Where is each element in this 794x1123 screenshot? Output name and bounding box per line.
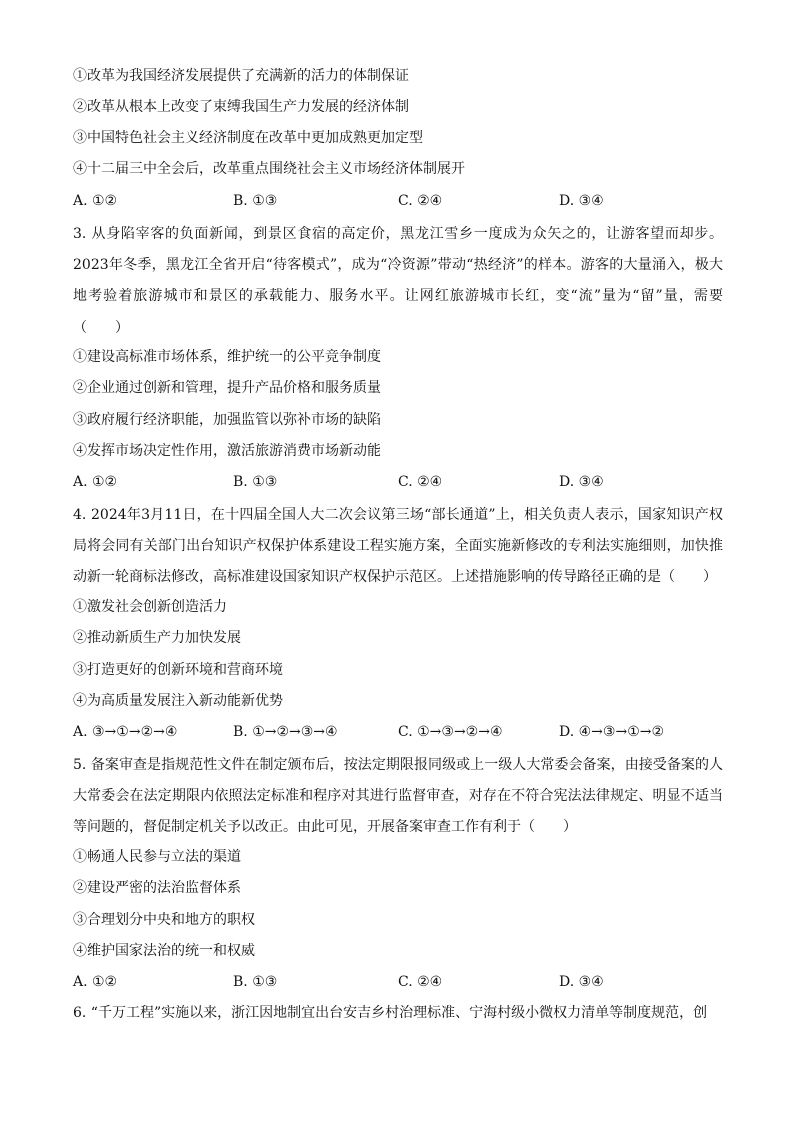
q2-statement-2: ②改革从根本上改变了束缚我国生产力发展的经济体制 [73, 99, 409, 115]
q5-option-b: B. ①③ [233, 974, 278, 990]
q3-statement-3: ③政府履行经济职能，加强监管以弥补市场的缺陷 [73, 412, 381, 428]
q5-statement-2: ②建设严密的法治监督体系 [73, 880, 241, 896]
q4-option-b: B. ①→②→③→④ [233, 724, 338, 740]
q3-statement-1: ①建设高标准市场体系，维护统一的公平竞争制度 [73, 349, 381, 365]
q2-option-c: C. ②④ [398, 193, 443, 209]
q4-statement-2: ②推动新质生产力加快发展 [73, 630, 241, 646]
q4-options [73, 722, 723, 742]
q3-option-c: C. ②④ [398, 474, 443, 490]
q5-option-c: C. ②④ [398, 974, 443, 990]
q6-stem: 6. “千万工程”实施以来，浙江因地制宜出台安吉乡村治理标准、宁海村级小微权力清单等制度规范，创 [73, 1005, 708, 1021]
q2-statement-3: ③中国特色社会主义经济制度在改革中更加成熟更加定型 [73, 130, 423, 146]
q3-stem: 3. 从身陷宰客的负面新闻，到景区食宿的高定价，黑龙江雪乡一度成为众矢之的，让游客望而却步。2023年冬季，黑龙江全省开启“待客模式”，成为“冷资源”带动“热经济”的样本。游客的大量涌入，极大地考验着旅游城市和景区的承载能力、服务水平。让网红旅游城市长红，变“流”量为“留”量，需要（ ） [73, 226, 723, 336]
q4-statement-1: ①激发社会创新创造活力 [73, 599, 227, 615]
q3-option-a: A. ①② [73, 474, 118, 490]
q5-statement-1: ①畅通人民参与立法的渠道 [73, 849, 241, 865]
q3-statement-4: ④发挥市场决定性作用，激活旅游消费市场新动能 [73, 443, 381, 459]
q3-option-b: B. ①③ [233, 474, 278, 490]
q2-option-a: A. ①② [73, 193, 118, 209]
q5-option-d: D. ③④ [559, 974, 604, 990]
q5-option-a: A. ①② [73, 974, 118, 990]
q3-statement-2: ②企业通过创新和管理，提升产品价格和服务质量 [73, 380, 381, 396]
q4-option-a: A. ③→①→②→④ [73, 724, 178, 740]
q3-options [73, 472, 723, 492]
q5-statement-4: ④维护国家法治的统一和权威 [73, 943, 255, 959]
q3-option-d: D. ③④ [559, 474, 604, 490]
q2-statement-1: ①改革为我国经济发展提供了充满新的活力的体制保证 [73, 68, 409, 84]
q5-statement-3: ③合理划分中央和地方的职权 [73, 912, 255, 928]
q4-statement-3: ③打造更好的创新环境和营商环境 [73, 662, 283, 678]
q4-stem: 4. 2024年3月11日，在十四届全国人大二次会议第三场“部长通道”上，相关负责人表示，国家知识产权局将会同有关部门出台知识产权保护体系建设工程实施方案，全面实施新修改的专利法实施细则，加快推动新一轮商标法修改，高标准建设国家知识产权保护示范区。上述措施影响的传导路径正确的是（ ） [73, 507, 723, 586]
q4-option-d: D. ④→③→①→② [559, 724, 665, 740]
q5-options [73, 972, 723, 992]
q2-option-d: D. ③④ [559, 193, 604, 209]
q2-option-b: B. ①③ [233, 193, 278, 209]
q2-statement-4: ④十二届三中全会后，改革重点围绕社会主义市场经济体制展开 [73, 161, 465, 177]
q2-options [73, 191, 723, 211]
q4-option-c: C. ①→③→②→④ [398, 724, 503, 740]
q4-statement-4: ④为高质量发展注入新动能新优势 [73, 693, 283, 709]
q5-stem: 5. 备案审查是指规范性文件在制定颁布后，按法定期限报同级或上一级人大常委会备案，由接受备案的人大常委会在法定期限内依照法定标准和程序对其进行监督审查，对存在不符合宪法法律规定、明显不适当等问题的，督促制定机关予以改正。由此可见，开展备案审查工作有利于（ ） [73, 757, 723, 836]
